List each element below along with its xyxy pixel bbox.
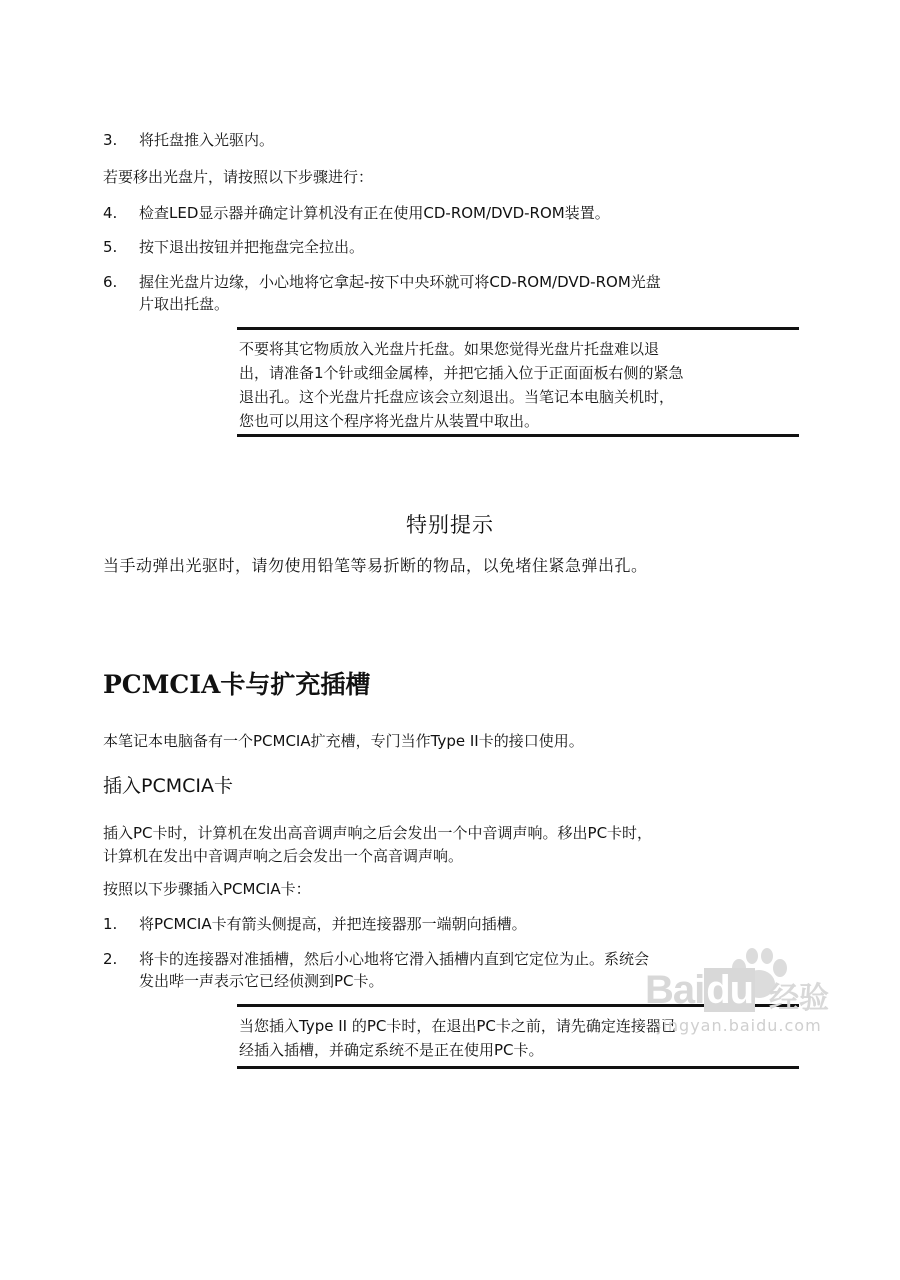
step-number: 3. [103, 131, 118, 149]
subsection-title: 插入PCMCIA卡 [103, 775, 233, 797]
steps-intro: 按照以下步骤插入PCMCIA卡： [103, 880, 311, 898]
step-number: 5. [103, 238, 118, 256]
step-text-continued: 片取出托盘。 [139, 295, 230, 313]
step-text: 将托盘推入光驱内。 [139, 131, 275, 149]
step-text: 将PCMCIA卡有箭头侧提高，并把连接器那一端朝向插槽。 [139, 915, 527, 933]
section-intro: 本笔记本电脑备有一个PCMCIA扩充槽，专门当作Type II卡的接口使用。 [103, 732, 584, 750]
note-line: 不要将其它物质放入光盘片托盘。如果您觉得光盘片托盘难以退 [239, 340, 660, 358]
watermark-brand: Baidu [645, 968, 754, 1012]
note-line: 您也可以用这个程序将光盘片从装置中取出。 [239, 412, 540, 430]
step-text: 将卡的连接器对准插槽，然后小心地将它滑入插槽内直到它定位为止。系统会 [139, 950, 650, 968]
section-title: PCMCIA卡与扩充插槽 [103, 670, 371, 699]
note-line: 经插入插槽，并确定系统不是正在使用PC卡。 [239, 1041, 544, 1059]
paragraph-line: 计算机在发出中音调声响之后会发出一个高音调声响。 [103, 847, 464, 865]
note-line: 出，请准备1个针或细金属棒，并把它插入位于正面面板右侧的紧急 [239, 364, 684, 382]
step-number: 6. [103, 273, 118, 291]
note-line: 退出孔。这个光盘片托盘应该会立刻退出。当笔记本电脑关机时， [239, 388, 675, 406]
watermark-url: jingyan.baidu.com [657, 1016, 822, 1035]
remove-intro: 若要移出光盘片，请按照以下步骤进行： [103, 168, 374, 186]
step-number: 2. [103, 950, 118, 968]
note-box [237, 327, 799, 437]
watermark-brand-cn: 经验 [769, 981, 829, 1016]
paragraph-line: 插入PC卡时，计算机在发出高音调声响之后会发出一个中音调声响。移出PC卡时， [103, 824, 653, 842]
step-text-continued: 发出哔一声表示它已经侦测到PC卡。 [139, 972, 384, 990]
step-text: 按下退出按钮并把拖盘完全拉出。 [139, 238, 365, 256]
step-number: 4. [103, 204, 118, 222]
step-text: 检查LED显示器并确定计算机没有正在使用CD-ROM/DVD-ROM装置。 [139, 204, 610, 222]
note-line: 当您插入Type II 的PC卡时，在退出PC卡之前，请先确定连接器已 [239, 1017, 676, 1035]
step-number: 1. [103, 915, 118, 933]
special-tip-title: 特别提示 [406, 513, 494, 537]
baidu-watermark [645, 940, 845, 1040]
special-tip-text: 当手动弹出光驱时，请勿使用铅笔等易折断的物品，以免堵住紧急弹出孔。 [103, 556, 648, 575]
step-text: 握住光盘片边缘，小心地将它拿起-按下中央环就可将CD-ROM/DVD-ROM光盘 [139, 273, 661, 291]
